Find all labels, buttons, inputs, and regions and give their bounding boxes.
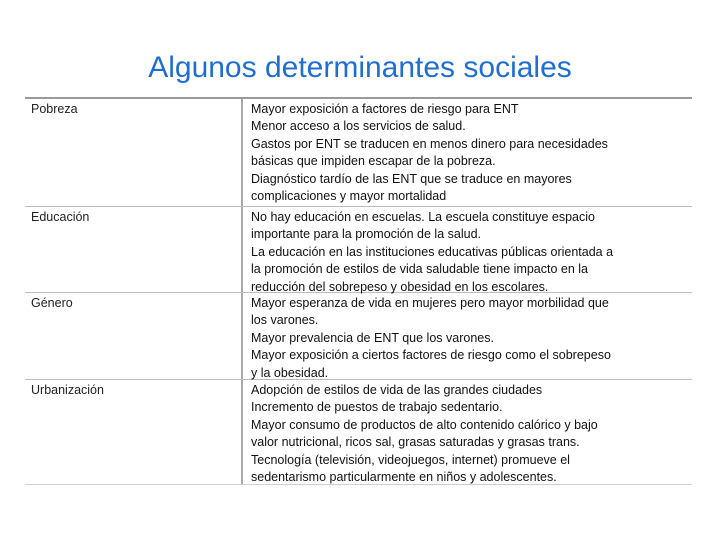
- description-cell: [251, 101, 691, 205]
- table-row-urbanizacion: [25, 380, 692, 485]
- description-line: Mayor consumo de productos de alto contenido calórico y bajo: [251, 417, 598, 432]
- description-line: No hay educación en escuelas. La escuela constituye espacio: [251, 210, 595, 224]
- description-line: sedentarismo particularmente en niños y adolescentes.: [251, 470, 557, 485]
- description-line: valor nutricional, ricos sal, grasas saturadas y grasas trans.: [251, 435, 580, 450]
- category-label: Urbanización: [31, 383, 104, 397]
- determinants-table: [25, 97, 692, 485]
- description-line: y la obesidad.: [251, 365, 329, 380]
- description-line: complicaciones y mayor mortalidad: [251, 189, 447, 204]
- description-line: La educación en las instituciones educativas públicas orientada a: [251, 244, 614, 259]
- description-cell: [251, 209, 691, 296]
- description-line: importante para la promoción de la salud.: [251, 227, 481, 242]
- description-line: Incremento de puestos de trabajo sedentario.: [251, 400, 503, 415]
- category-label: Pobreza: [31, 102, 78, 116]
- description-line: Gastos por ENT se traducen en menos dinero para necesidades: [251, 136, 608, 151]
- description-line: Mayor esperanza de vida en mujeres pero mayor morbilidad que: [251, 296, 609, 310]
- description-line: los varones.: [251, 313, 319, 328]
- table-row-genero: [25, 293, 692, 380]
- description-line: Tecnología (televisión, videojuegos, internet) promueve el: [251, 452, 570, 467]
- description-line: la promoción de estilos de vida saludable tiene impacto en la: [251, 262, 589, 277]
- table-row-pobreza: [25, 99, 692, 207]
- description-line: Diagnóstico tardío de las ENT que se traduce en mayores: [251, 171, 572, 186]
- description-cell: [251, 382, 691, 486]
- description-line: Mayor exposición a factores de riesgo para ENT: [251, 102, 519, 116]
- description-line: Mayor exposición a ciertos factores de riesgo como el sobrepeso: [251, 348, 611, 363]
- description-line: Adopción de estilos de vida de las grandes ciudades: [251, 383, 543, 397]
- description-cell: [251, 295, 691, 382]
- description-line: Mayor prevalencia de ENT que los varones.: [251, 330, 494, 345]
- slide-title: Algunos determinantes sociales: [148, 51, 572, 84]
- description-line: reducción del sobrepeso y obesidad en los escolares.: [251, 279, 549, 294]
- table-row-educacion: [25, 207, 692, 293]
- description-line: Menor acceso a los servicios de salud.: [251, 119, 466, 134]
- description-line: básicas que impiden escapar de la pobreza.: [251, 154, 496, 169]
- category-label: Género: [31, 296, 73, 310]
- category-label: Educación: [31, 210, 90, 224]
